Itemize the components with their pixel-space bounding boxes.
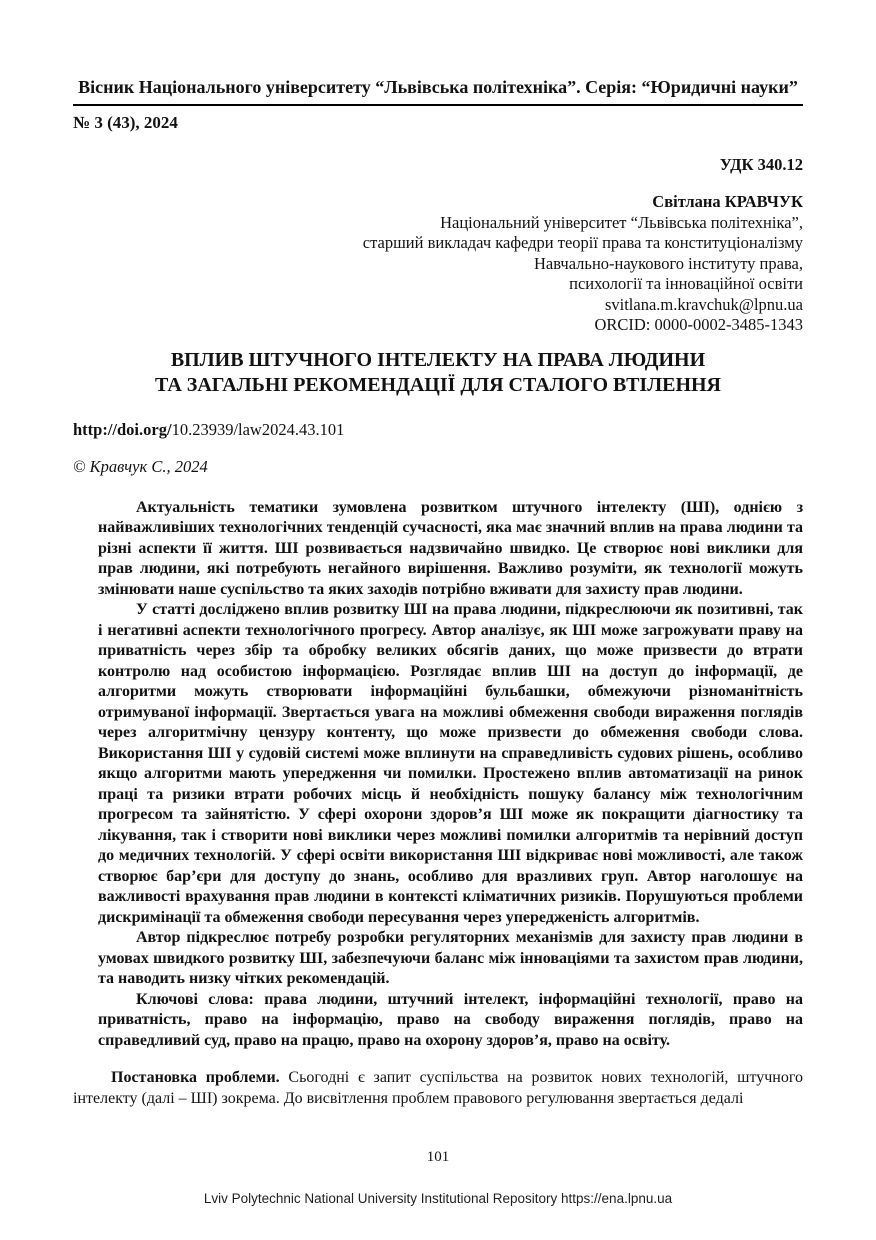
abstract-paragraph-1: Актуальність тематики зумовлена розвитком штучного інтелекту (ШІ), однією з найважливіших технологічних тенденцій сучасності, яка має значний вплив на права людини та різні аспекти її життя. ШІ розвивається надзвичайно швидко. Це створює нові виклики для прав людини, які потребують негайного вирішення. Важливо розуміти, як технології можуть змінювати наше суспільство та яких заходів потрібно вживати для захисту прав людини. (98, 498, 803, 598)
author-email: svitlana.m.kravchuk@lpnu.ua (604, 294, 803, 314)
doi-number: 10.23939/law2024.43.101 (171, 419, 345, 439)
article-title (73, 348, 803, 398)
udc-code: УДК 340.12 (719, 155, 803, 174)
page-number: 101 (426, 1149, 450, 1165)
doi-line (73, 419, 803, 440)
article-title-line-1: ВПЛИВ ШТУЧНОГО ІНТЕЛЕКТУ НА ПРАВА ЛЮДИНИ (170, 348, 706, 371)
copyright-line: © Кравчук С., 2024 (73, 456, 208, 476)
body-paragraph (73, 1067, 803, 1109)
author-affiliation-line: психології та інноваційної освіти (569, 274, 803, 293)
author-orcid: ORCID: 0000-0002-3485-1343 (594, 315, 803, 334)
doi-prefix: http://doi.org/ (73, 419, 172, 439)
repository-footer: Lviv Polytechnic National University Institutional Repository https://ena.lpnu.ua (203, 1191, 673, 1206)
author-affiliation-line: старший викладач кафедри теорії права та конституціоналізму (362, 233, 803, 252)
abstract-paragraph-2: У статті досліджено вплив розвитку ШІ на права людини, підкреслюючи як позитивні, так і негативні аспекти технологічного прогресу. Автор аналізує, як ШІ може загрожувати праву на приватність через збір та обробку великих обсягів даних, що може призвести до втрати контролю над особистою інформацією. Розглядає вплив ШІ на доступ до інформації, де алгоритми можуть створювати інформаційні бульбашки, обмежуючи різноманітність отримуваної інформації. Звертається увага на можливі обмеження свободи вираження поглядів через алгоритмічну цензуру контенту, що може призвести до обмеження свободи слова. Використання ШІ у судовій системі може вплинути на справедливість судових рішень, особливо якщо алгоритми мають упередження чи помилки. Простежено вплив автоматизації на ринок праці та ризики втрати робочих місць й необхідність пошуку балансу між технологічним прогресом та зайнятістю. У сфері охорони здоров’я ШІ може як покращити діагностику та лікування, так і створити нові виклики через можливі помилки алгоритмів та нерівний доступ до медичних технологій. У сфері освіти використання ШІ відкриває нові можливості, але також створює бар’єри для доступу до знань, особливо для вразливих груп. Автор наголошує на важливості врахування прав людини в контексті кліматичних ризиків. Порушуються проблеми дискримінації та обмеження свободи пересування через упередженість алгоритмів. (98, 601, 803, 926)
body-paragraph-text: Сьогодні є запит суспільства на розвиток нових технологій, штучного інтелекту (далі – ШІ) зокрема. До висвітлення проблем правового регулювання звертається дедалі (73, 1069, 804, 1107)
abstract-paragraph-3: Автор підкреслює потребу розробки регуляторних механізмів для захисту прав людини в умовах швидкого розвитку ШІ, забезпечуючи баланс між інноваціями та захистом прав людини, та наводить низку чітких рекомендацій. (98, 929, 803, 987)
abstract-block (98, 498, 803, 1052)
journal-header-title: Вісник Національного університету “Львівська політехніка”. Серія: “Юридичні науки” (73, 76, 803, 106)
article-title-line-2: ТА ЗАГАЛЬНІ РЕКОМЕНДАЦІЇ ДЛЯ СТАЛОГО ВТІЛЕННЯ (154, 373, 722, 396)
section-heading-problem-statement: Постановка проблеми. (111, 1069, 280, 1086)
issue-number: № 3 (43), 2024 (73, 113, 178, 132)
author-block (73, 192, 803, 336)
author-affiliation-line: Національний університет “Львівська політехніка”, (440, 212, 803, 232)
author-name: Світлана КРАВЧУК (652, 192, 803, 211)
author-affiliation-line: Навчально-наукового інституту права, (534, 253, 803, 273)
abstract-keywords: Ключові слова: права людини, штучний інтелект, інформаційні технології, право на приватність, право на інформацію, право на свободу вираження поглядів, право на справедливий суд, право на працю, право на охорону здоров’я, право на освіту. (98, 990, 803, 1049)
